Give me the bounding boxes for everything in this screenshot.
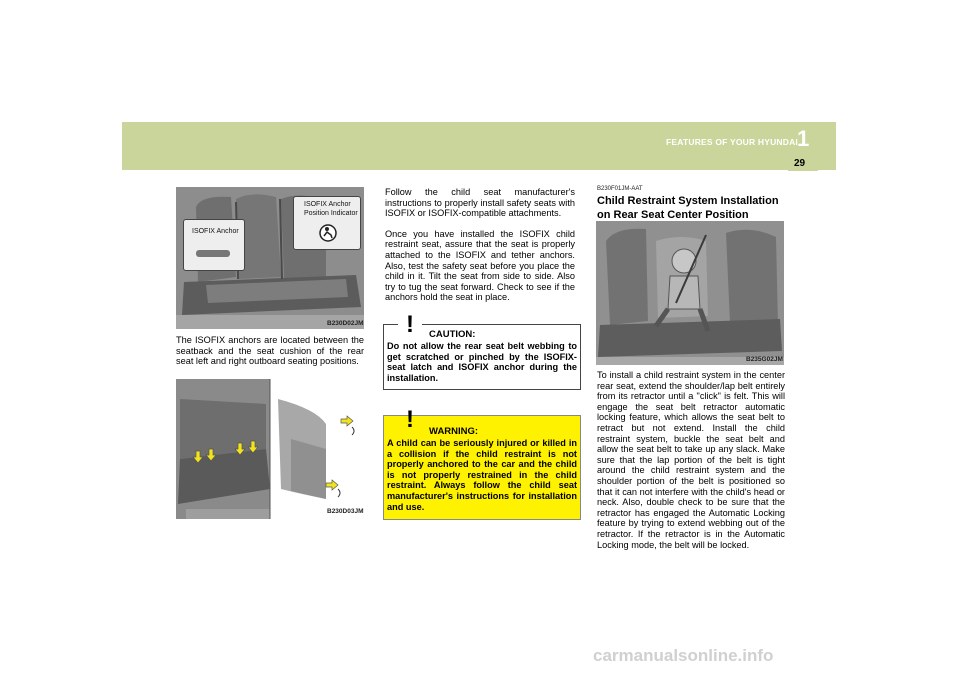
svg-text:!: !: [406, 311, 414, 335]
isofix-indicator-label-line1: ISOFIX Anchor: [304, 201, 351, 208]
isofix-location-text: [176, 335, 364, 377]
center-seat-child-restraint-photo: [596, 221, 784, 365]
chapter-number: 1: [797, 126, 810, 151]
exclamation-icon: [398, 311, 422, 335]
isofix-anchor-callout: [183, 219, 245, 271]
caution-box: [383, 311, 581, 390]
watermark: carmanualsonline.info: [593, 646, 774, 665]
isofix-anchor-label: ISOFIX Anchor: [192, 228, 239, 235]
exclamation-icon: [398, 406, 422, 430]
caution-title: CAUTION:: [429, 329, 476, 340]
subsection-title: Child Restraint System Installation on Rear Seat Center Position: [597, 195, 779, 221]
center-seat-paragraph: To install a child restraint system in the center rear seat, extend the shoulder/lap belt entirely from its retractor until a "click" is felt. This will engage the seat belt retractor automatic locking feature, which allows the seat belt to retract but not extend. Install the child restraint system, buckle the seat belt and allow the seat belt to take up any slack. Make sure that the lap portion of the belt is tight around the child restraint system and the shoulder portion of the belt is positioned so that it can not interfere with the child's head or neck. Also, double check to be sure that the retractor has engaged the Automatic Locking feature by trying to extend webbing out of the retractor. If the retractor is in the Automatic Locking mode, the belt will be locked.: [597, 370, 785, 550]
subsection-code: B230F01JM-AAT: [597, 186, 643, 192]
figure3-code: B235G02JM: [746, 356, 783, 363]
caution-text: Do not allow the rear seat belt webbing to get scratched or pinched by the ISOFIX-seat latch and ISOFIX anchor during the installation.: [387, 341, 577, 383]
isofix-anchor-location-photo: [176, 379, 364, 519]
installation-check-paragraph: Once you have installed the ISOFIX child restraint seat, assure that the seat is properly attached to the ISOFIX and tether anchors. Also, test the safety seat before you place the child in it. Tilt the seat from side to side. Also try to tug the seat forward. Check to see if the anchors hold the seat in place.: [385, 228, 575, 303]
center-seat-instructions: [597, 370, 785, 560]
svg-text:!: !: [406, 406, 414, 430]
figure1-code: B230D02JM: [327, 320, 364, 327]
warning-text: A child can be seriously injured or killed in a collision if the child restraint is not properly anchored to the car and the child is not properly restrained in the child restraint. Always follow the child seat manufacturer's instructions for installation and use.: [387, 438, 577, 512]
warning-title: WARNING:: [429, 426, 479, 437]
child-seat-indicator-icon: [318, 223, 338, 243]
center-seat-illustration: [596, 221, 784, 365]
isofix-indicator-label-line2: Position Indicator: [304, 210, 358, 217]
anchor-location-illustration: [176, 379, 364, 519]
warning-box: [383, 406, 581, 520]
anchor-bar-icon: [194, 246, 234, 262]
manufacturer-instructions-paragraph: Follow the child seat manufacturer's instructions to properly install safety seats with ISOFIX or ISOFIX-compatible attachments.: [385, 187, 575, 219]
isofix-location-paragraph: The ISOFIX anchors are located between the seatback and the seat cushion of the rear seat left and right outboard seating positions.: [176, 335, 364, 367]
isofix-indicator-callout: [293, 196, 361, 250]
section-title: FEATURES OF YOUR HYUNDAI: [666, 137, 798, 147]
installation-instructions: [385, 187, 575, 313]
page-number: 29: [794, 158, 806, 169]
figure2-code: B230D03JM: [327, 508, 364, 515]
